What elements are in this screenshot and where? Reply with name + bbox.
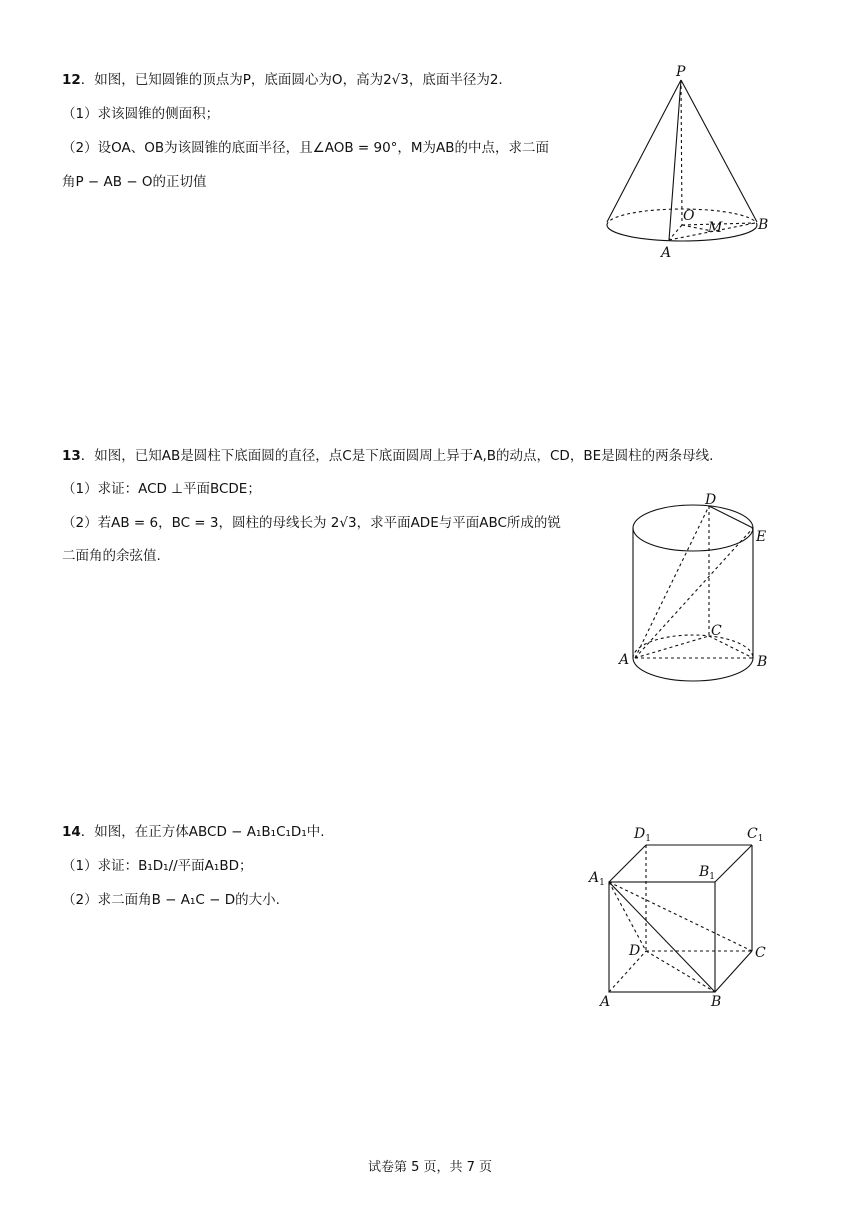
q14-number: 14 [62,824,81,840]
segment-DB [646,951,715,992]
label-C1: $C_1$ [747,826,764,844]
q13-stem-text: ．如图，已知AB是圆柱下底面圆的直径，点C是下底面圆周上异于A,B的动点，CD，BE是圆柱的两条母线. [80,448,714,464]
cone-base-back-arc [607,209,757,225]
cone-height-PO [681,80,682,225]
q12-part2-line1: （2）设OA、OB为该圆锥的底面半径，且∠AOB = 90°，M为AB的中点，求二面 [62,140,550,156]
q12-stem [62,70,503,90]
edge-BC [715,951,752,992]
page-footer: 试卷第 5 页，共 7 页 [367,1160,493,1175]
label-A: A [619,652,630,668]
q13-part2-line1: （2）若AB = 6，BC = 3，圆柱的母线长为 2√3，求平面ADE与平面ABC所成的锐 [62,515,561,531]
label-M: M [708,220,723,236]
q14-stem-text: ．如图，在正方体ABCD − A₁B₁C₁D₁中. [80,824,325,840]
segment-AE [635,528,753,658]
edge-A1D1 [609,845,646,882]
q13-number: 13 [62,448,81,464]
label-E: E [756,529,767,545]
q12-part2-line2: 角P − AB − O的正切值 [62,174,207,190]
cylinder-bottom-front-arc [633,658,753,681]
cone-left-slant [607,80,681,222]
q13-cylinder-figure [612,490,782,690]
q13-part2-line2: 二面角的余弦值. [62,548,161,564]
label-A1: $A_1$ [589,870,605,888]
edge-B1C1 [715,845,752,882]
label-C: C [711,623,722,639]
q14-stem [62,822,325,842]
q13-part1: （1）求证：ACD ⊥平面BCDE； [62,481,261,497]
segment-AC [635,636,709,658]
label-B: B [757,654,768,670]
segment-BC [709,636,753,658]
q12-cone-figure [595,60,775,270]
label-A: A [661,245,672,261]
label-B1: $B_1$ [699,864,716,882]
label-D: D [705,492,717,508]
cone-right-slant [681,80,757,222]
edge-AD-hidden [609,951,646,992]
label-B: B [758,217,769,233]
q14-cube-figure [585,820,775,1015]
q14-part1: （1）求证：B₁D₁//平面A₁BD； [62,858,253,874]
label-B: B [711,994,722,1010]
segment-A1D [609,882,646,951]
label-P: P [676,64,686,80]
q14-part2: （2）求二面角B − A₁C − D的大小. [62,892,280,908]
label-A: A [600,994,611,1010]
segment-OA [669,225,682,240]
q12-part1: （1）求该圆锥的侧面积； [62,106,220,122]
segment-A1C [609,882,752,951]
q12-stem-text: ．如图，已知圆锥的顶点为P，底面圆心为O，高为2√3，底面半径为2. [80,72,503,88]
cylinder-top-ellipse [633,505,753,551]
label-D: D [629,943,641,959]
cone-edge-PA [669,80,681,240]
label-D1: $D_1$ [634,826,651,844]
label-O: O [683,208,695,224]
cylinder-bottom-back-arc [633,635,753,658]
q12-number: 12 [62,72,81,88]
label-C: C [755,945,766,961]
q13-stem [62,446,713,466]
segment-A1B [609,882,715,992]
